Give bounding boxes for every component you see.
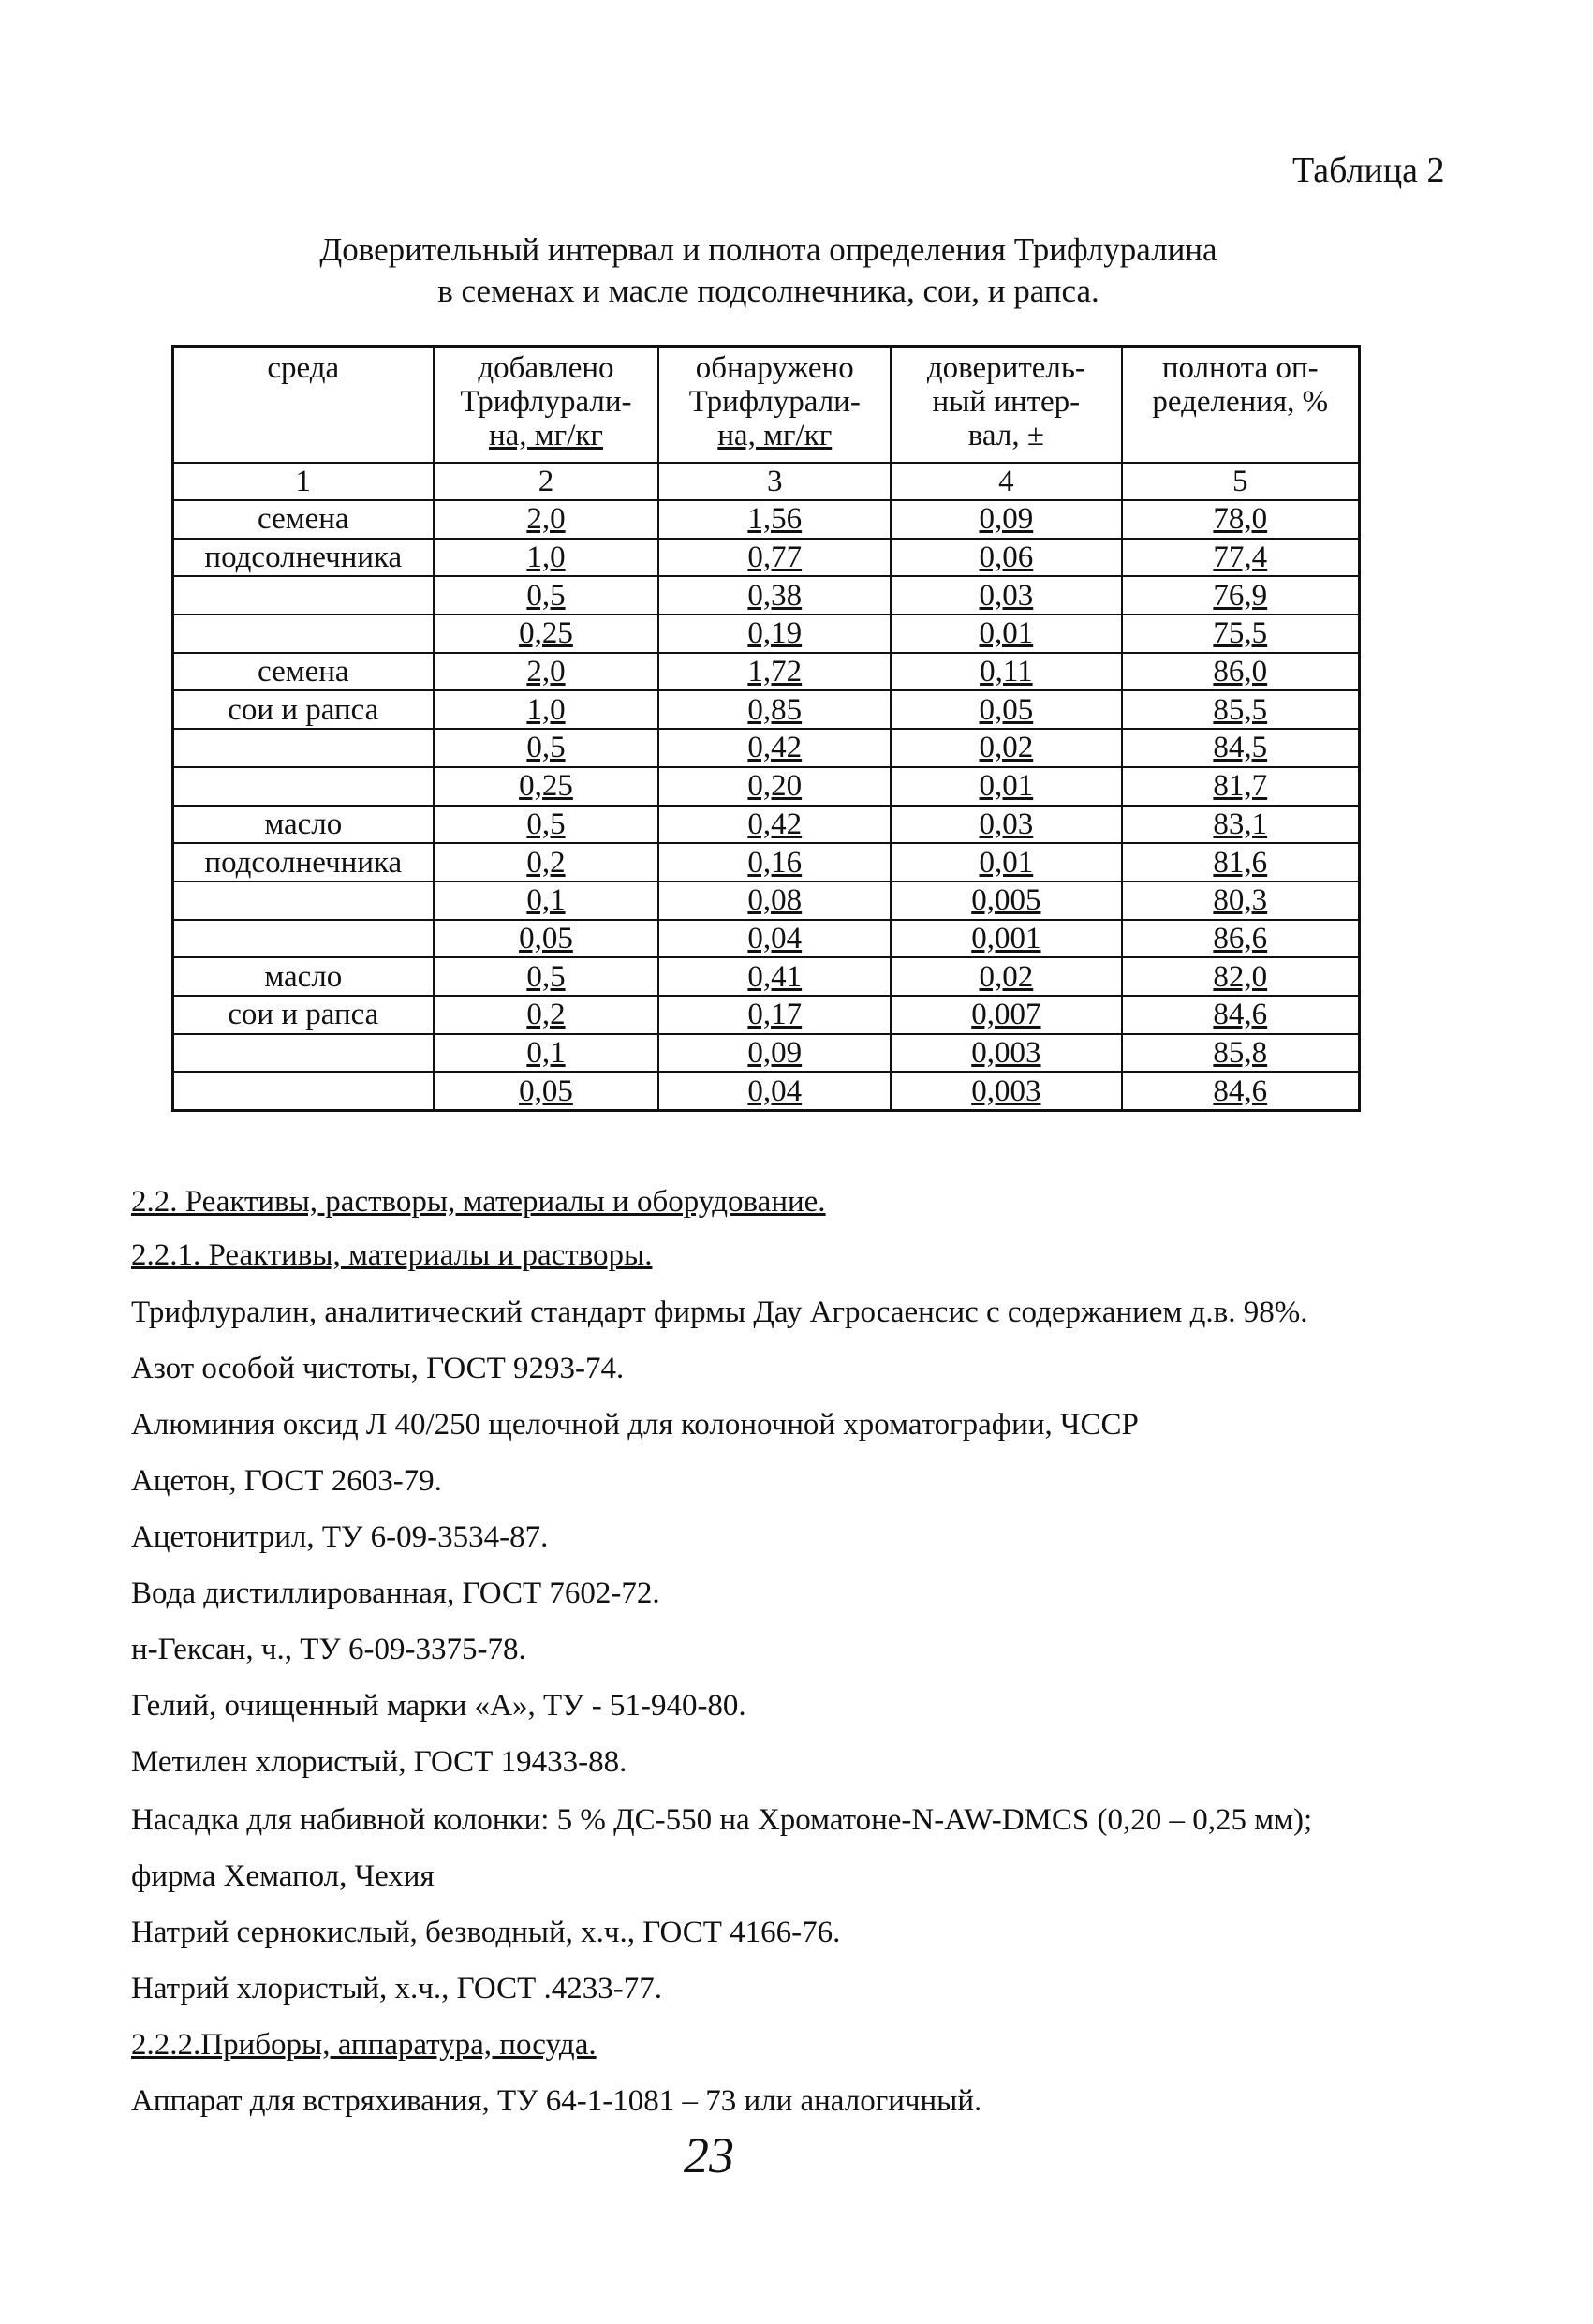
value-cell: 85,8: [1122, 1034, 1360, 1073]
value-cell: 85,5: [1122, 690, 1360, 729]
section-heading-2-2-2: 2.2.2.Приборы, аппаратура, посуда.: [131, 2028, 597, 2062]
table-row: [173, 1072, 1360, 1110]
paragraph: Метилен хлористый, ГОСТ 19433-88.: [131, 1745, 627, 1779]
table-row: [173, 806, 1360, 844]
value-cell: 0,09: [658, 1034, 891, 1073]
value-cell: 0,77: [658, 539, 891, 577]
value-cell: 0,08: [658, 881, 891, 920]
value-cell: 0,5: [434, 729, 659, 767]
value-cell: 1,0: [434, 690, 659, 729]
table-row: [173, 957, 1360, 996]
header-text: полнота оп-: [1161, 351, 1319, 385]
value-cell: 0,001: [891, 920, 1121, 958]
header-text: ный интер-: [932, 385, 1081, 419]
value-cell: 82,0: [1122, 957, 1360, 996]
value-cell: 81,6: [1122, 843, 1360, 881]
header-text: добавлено: [478, 351, 614, 385]
header-medium: [173, 347, 434, 464]
value-cell: 0,03: [891, 576, 1121, 614]
value-cell: 0,5: [434, 806, 659, 844]
table-caption: [0, 229, 1593, 312]
index-cell: 1: [173, 463, 434, 500]
section-heading-2-2: 2.2. Реактивы, растворы, материалы и оборудование.: [131, 1185, 826, 1219]
value-cell: 0,38: [658, 576, 891, 614]
value-cell: 80,3: [1122, 881, 1360, 920]
medium-cell: [173, 920, 434, 958]
table-row: [173, 843, 1360, 881]
table-row: [173, 881, 1360, 920]
value-cell: 0,11: [891, 653, 1121, 691]
index-cell: 5: [1122, 463, 1360, 500]
paragraph: н-Гексан, ч., ТУ 6-09-3375-78.: [131, 1633, 526, 1666]
value-cell: 0,2: [434, 996, 659, 1034]
paragraph: Аппарат для встряхивания, ТУ 64-1-1081 – 73 или аналогичный.: [131, 2084, 982, 2118]
header-text: обнаружено: [695, 351, 854, 385]
paragraph: Трифлуралин, аналитический стандарт фирмы Дау Агросаенсис с содержанием д.в. 98%.: [131, 1295, 1308, 1329]
header-text: на, мг/кг: [488, 419, 603, 452]
index-cell: 3: [658, 463, 891, 500]
value-cell: 0,1: [434, 1034, 659, 1073]
paragraph: Насадка для набивной колонки: 5 % ДС-550 на Хроматоне-N-AW-DMCS (0,20 – 0,25 мм);: [131, 1803, 1313, 1837]
value-cell: 0,02: [891, 729, 1121, 767]
value-cell: 81,7: [1122, 767, 1360, 806]
page-number: 23: [684, 2127, 734, 2183]
value-cell: 0,01: [891, 843, 1121, 881]
table-row: [173, 729, 1360, 767]
header-recovery: [1122, 347, 1360, 464]
table-row: [173, 653, 1360, 691]
value-cell: 86,0: [1122, 653, 1360, 691]
value-cell: 0,25: [434, 767, 659, 806]
value-cell: 0,42: [658, 806, 891, 844]
header-added: [434, 347, 659, 464]
paragraph: Натрий сернокислый, безводный, х.ч., ГОСТ 4166-76.: [131, 1916, 841, 1949]
table-row: [173, 996, 1360, 1034]
table-row: [173, 576, 1360, 614]
value-cell: 0,09: [891, 500, 1121, 539]
header-text: ределения, %: [1152, 385, 1329, 419]
header-text: Трифлурали-: [688, 385, 861, 419]
value-cell: 0,1: [434, 881, 659, 920]
medium-cell: сои и рапса: [173, 996, 434, 1034]
header-text: вал, ±: [967, 419, 1044, 452]
paragraph: Вода дистиллированная, ГОСТ 7602-72.: [131, 1576, 660, 1610]
header-text: на, мг/кг: [717, 419, 833, 452]
data-table: [171, 345, 1361, 1112]
table-row: [173, 1034, 1360, 1073]
value-cell: 0,25: [434, 614, 659, 653]
value-cell: 0,20: [658, 767, 891, 806]
paragraph: Ацетон, ГОСТ 2603-79.: [131, 1464, 442, 1498]
header-text: Трифлурали-: [460, 385, 632, 419]
paragraph: Алюминия оксид Л 40/250 щелочной для колоночной хроматографии, ЧССР: [131, 1408, 1139, 1442]
column-index-row: [173, 463, 1360, 500]
value-cell: 83,1: [1122, 806, 1360, 844]
value-cell: 0,05: [434, 1072, 659, 1110]
value-cell: 2,0: [434, 653, 659, 691]
table-header-row: [173, 347, 1360, 464]
table-row: [173, 539, 1360, 577]
value-cell: 0,5: [434, 957, 659, 996]
table-row: [173, 500, 1360, 539]
value-cell: 1,0: [434, 539, 659, 577]
medium-cell: [173, 614, 434, 653]
value-cell: 0,16: [658, 843, 891, 881]
value-cell: 77,4: [1122, 539, 1360, 577]
section-heading-2-2-1: 2.2.1. Реактивы, материалы и растворы.: [131, 1238, 653, 1272]
value-cell: 76,9: [1122, 576, 1360, 614]
value-cell: 84,5: [1122, 729, 1360, 767]
paragraph: Натрий хлористый, х.ч., ГОСТ .4233-77.: [131, 1972, 663, 2006]
medium-cell: семена: [173, 500, 434, 539]
value-cell: 0,01: [891, 767, 1121, 806]
table-number: Таблица 2: [1292, 151, 1445, 190]
medium-cell: [173, 729, 434, 767]
header-confidence: [891, 347, 1121, 464]
table-row: [173, 920, 1360, 958]
value-cell: 0,5: [434, 576, 659, 614]
header-text: среда: [267, 351, 340, 385]
value-cell: 0,04: [658, 1072, 891, 1110]
value-cell: 0,003: [891, 1034, 1121, 1073]
value-cell: 0,05: [434, 920, 659, 958]
value-cell: 0,01: [891, 614, 1121, 653]
medium-cell: [173, 1072, 434, 1110]
value-cell: 0,03: [891, 806, 1121, 844]
paragraph: Ацетонитрил, ТУ 6-09-3534-87.: [131, 1520, 549, 1554]
value-cell: 0,005: [891, 881, 1121, 920]
value-cell: 84,6: [1122, 1072, 1360, 1110]
table-row: [173, 767, 1360, 806]
table-row: [173, 690, 1360, 729]
header-text: доверитель-: [926, 351, 1085, 385]
value-cell: 1,56: [658, 500, 891, 539]
value-cell: 86,6: [1122, 920, 1360, 958]
value-cell: 0,06: [891, 539, 1121, 577]
index-cell: 4: [891, 463, 1121, 500]
value-cell: 78,0: [1122, 500, 1360, 539]
medium-cell: подсолнечника: [173, 539, 434, 577]
paragraph: фирма Хемапол, Чехия: [131, 1859, 435, 1893]
medium-cell: масло: [173, 806, 434, 844]
medium-cell: семена: [173, 653, 434, 691]
caption-line-1: Доверительный интервал и полнота определения Трифлуралина: [319, 231, 1217, 268]
value-cell: 1,72: [658, 653, 891, 691]
value-cell: 0,007: [891, 996, 1121, 1034]
table-row: [173, 614, 1360, 653]
value-cell: 0,42: [658, 729, 891, 767]
value-cell: 0,41: [658, 957, 891, 996]
medium-cell: масло: [173, 957, 434, 996]
value-cell: 75,5: [1122, 614, 1360, 653]
paragraph: Азот особой чистоты, ГОСТ 9293-74.: [131, 1352, 625, 1385]
paragraph: Гелий, очищенный марки «А», ТУ - 51-940-80.: [131, 1689, 746, 1723]
header-found: [658, 347, 891, 464]
value-cell: 0,02: [891, 957, 1121, 996]
value-cell: 0,2: [434, 843, 659, 881]
value-cell: 84,6: [1122, 996, 1360, 1034]
medium-cell: [173, 1034, 434, 1073]
value-cell: 0,04: [658, 920, 891, 958]
medium-cell: [173, 881, 434, 920]
medium-cell: [173, 576, 434, 614]
value-cell: 0,003: [891, 1072, 1121, 1110]
index-cell: 2: [434, 463, 659, 500]
value-cell: 0,19: [658, 614, 891, 653]
value-cell: 0,05: [891, 690, 1121, 729]
medium-cell: [173, 767, 434, 806]
value-cell: 0,17: [658, 996, 891, 1034]
caption-line-2: в семенах и масле подсолнечника, сои, и рапса.: [437, 273, 1099, 309]
value-cell: 0,85: [658, 690, 891, 729]
medium-cell: сои и рапса: [173, 690, 434, 729]
value-cell: 2,0: [434, 500, 659, 539]
medium-cell: подсолнечника: [173, 843, 434, 881]
